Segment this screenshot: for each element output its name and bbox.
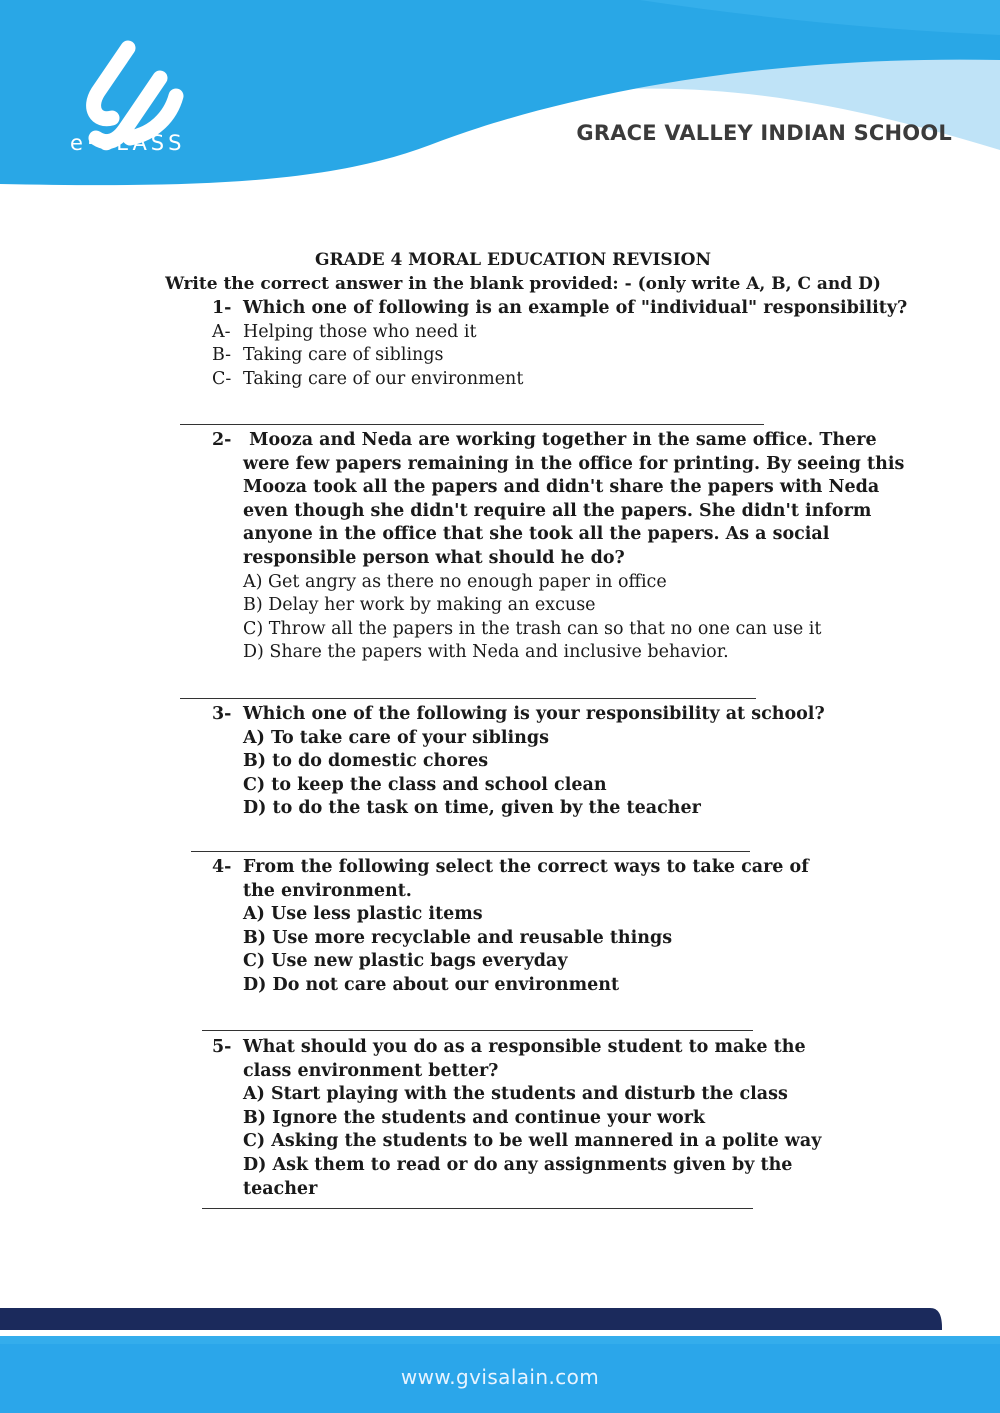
footer-banner [0,1300,1000,1413]
question-number: 4- [212,857,232,877]
answer-blank-4[interactable] [202,1030,753,1031]
question-number: 2- [212,430,232,450]
question-text: From the following select the correct ways to take care of the environment. [243,857,809,901]
question-5 [212,1036,852,1201]
question-text: Mooza and Neda are working together in the same office. There were few papers remaining in the office for printing. By seeing this Mooza took all the papers and didn't share the papers with Neda even though she didn't require all the papers. She didn't inform anyone in the office that she took all the papers. As a social responsible person what should he do? [243,430,911,568]
option [212,321,912,345]
option: B) Delay her work by making an excuse [243,595,596,616]
question-text: Which one of following is an example of "individual" responsibility? [243,298,908,318]
logo-text: e·CLASS [70,131,186,155]
option [212,368,912,392]
question-number: 3- [212,704,232,724]
option-text: Taking care of siblings [243,345,444,366]
option: C) Use new plastic bags everyday [243,951,568,972]
website-url: www.gvisalain.com [400,1365,600,1389]
option-letter: A- [212,321,231,342]
option-text: Helping those who need it [243,321,477,342]
option: D) to do the task on time, given by the teacher [243,798,701,819]
question-text: Which one of the following is your responsibility at school? [243,704,825,724]
option: D) Do not care about our environment [243,974,620,995]
school-name: GRACE VALLEY INDIAN SCHOOL [576,121,952,145]
page-header [0,0,1000,200]
answer-blank-5[interactable] [202,1208,753,1209]
option [212,344,912,368]
option: D) Ask them to read or do any assignments given by the teacher [243,1154,793,1199]
answer-blank-1[interactable] [180,424,764,425]
question-number: 1- [212,298,232,318]
option: D) Share the papers with Neda and inclusive behavior. [243,642,729,663]
page-title: GRADE 4 MORAL EDUCATION REVISION [314,250,711,270]
header-banner [0,0,1000,200]
option: A) To take care of your siblings [243,727,549,748]
answer-blank-3[interactable] [191,851,750,852]
option: A) Use less plastic items [243,904,483,925]
question-4 [212,856,822,998]
page-footer [0,1300,1000,1413]
option: B) Ignore the students and continue your work [243,1107,706,1128]
option: A) Start playing with the students and disturb the class [243,1084,788,1105]
question-3 [212,703,912,821]
option: C) Asking the students to be well mannered in a polite way [243,1131,822,1152]
question-number: 5- [212,1037,232,1057]
option-text: Taking care of our environment [243,368,524,389]
option: A) Get angry as there no enough paper in office [243,571,667,592]
option: C) to keep the class and school clean [243,774,607,795]
option: B) Use more recyclable and reusable things [243,927,673,948]
answer-blank-2[interactable] [180,698,756,699]
question-2 [212,429,911,665]
option-letter: C- [212,368,232,389]
question-1 [212,297,912,391]
option: C) Throw all the papers in the trash can so that no one can use it [243,618,822,639]
instructions: Write the correct answer in the blank provided: - (only write A, B, C and D) [165,274,881,294]
option: B) to do domestic chores [243,751,489,772]
question-text: What should you do as a responsible student to make the class environment better? [243,1037,806,1081]
option-letter: B- [212,345,232,366]
